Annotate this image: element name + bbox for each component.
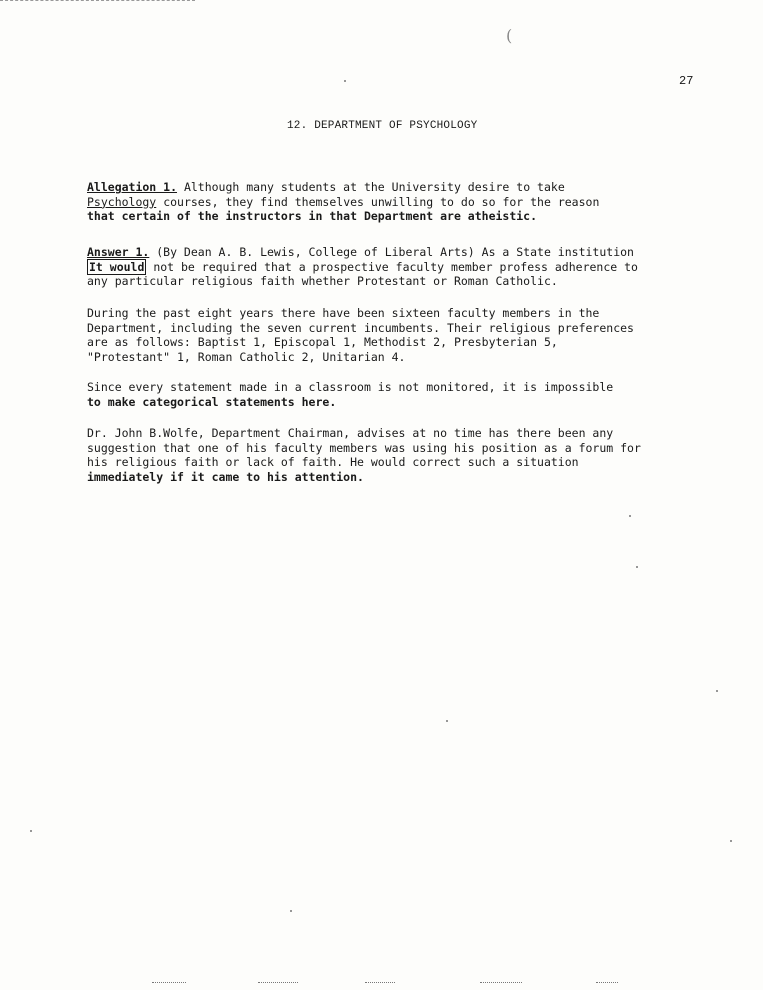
- scan-dust: [290, 910, 292, 912]
- faculty-line-4: "Protestant" 1, Roman Catholic 2, Unitarian 4.: [87, 349, 406, 364]
- scan-edge-dashes: [0, 0, 195, 1]
- allegation-line-3: that certain of the instructors in that Department are atheistic.: [87, 209, 538, 223]
- scan-bottom-dash: [596, 982, 618, 983]
- faculty-paragraph: [87, 306, 727, 364]
- boxed-phrase: It would: [89, 259, 145, 274]
- allegation-text: courses, they find themselves unwilling to do so for the reason: [163, 194, 600, 209]
- emphasized-word: Psychology: [87, 194, 157, 209]
- answer-paragraph: [87, 245, 727, 289]
- faculty-line-3: are as follows: Baptist 1, Episcopal 1, Methodist 2, Presbyterian 5,: [87, 335, 558, 349]
- chairman-paragraph: [87, 426, 727, 484]
- section-heading: 12. DEPARTMENT OF PSYCHOLOGY: [287, 120, 478, 132]
- answer-text: (By Dean A. B. Lewis, College of Liberal Arts) As a State institution: [149, 245, 634, 259]
- answer-line-1: [87, 245, 727, 260]
- scan-dust: [446, 720, 448, 722]
- monitoring-paragraph: [87, 380, 727, 409]
- scan-dust: [30, 830, 32, 832]
- scan-dust: [636, 566, 638, 568]
- chairman-line-3: his religious faith or lack of faith. He would correct such a situation: [87, 455, 579, 469]
- scan-dust: [716, 690, 718, 692]
- allegation-paragraph: [87, 180, 727, 224]
- scan-bottom-dash: [152, 982, 186, 983]
- allegation-label: Allegation 1.: [87, 180, 178, 194]
- scan-bottom-dash: [365, 982, 395, 983]
- chairman-line-1: Dr. John B.Wolfe, Department Chairman, advises at no time has there been any: [87, 426, 614, 440]
- scan-dust: [344, 80, 346, 82]
- scan-dust: [730, 840, 732, 842]
- scan-bottom-dash: [258, 982, 298, 983]
- monitoring-line-1: Since every statement made in a classroom is not monitored, it is impossible: [87, 380, 614, 394]
- answer-text: not be required that a prospective faculty member profess adherence to: [146, 259, 638, 274]
- answer-line-2: [87, 260, 727, 275]
- scan-mark: (: [506, 26, 513, 45]
- allegation-line-1: [87, 180, 727, 195]
- allegation-text: Although many students at the University desire to take: [177, 180, 565, 194]
- faculty-line-1: During the past eight years there have been sixteen faculty members in the: [87, 306, 600, 320]
- scan-bottom-dash: [480, 982, 522, 983]
- monitoring-line-2: to make categorical statements here.: [87, 394, 337, 409]
- chairman-line-2: suggestion that one of his faculty members was using his position as a forum for: [87, 440, 641, 455]
- scan-dust: [629, 515, 631, 517]
- answer-line-3: any particular religious faith whether Protestant or Roman Catholic.: [87, 274, 558, 288]
- page-number: 27: [679, 74, 694, 88]
- faculty-line-2: Department, including the seven current incumbents. Their religious preferences: [87, 320, 634, 335]
- allegation-line-2: [87, 195, 727, 210]
- chairman-line-4: immediately if it came to his attention.: [87, 469, 364, 484]
- answer-label: Answer 1.: [87, 245, 150, 259]
